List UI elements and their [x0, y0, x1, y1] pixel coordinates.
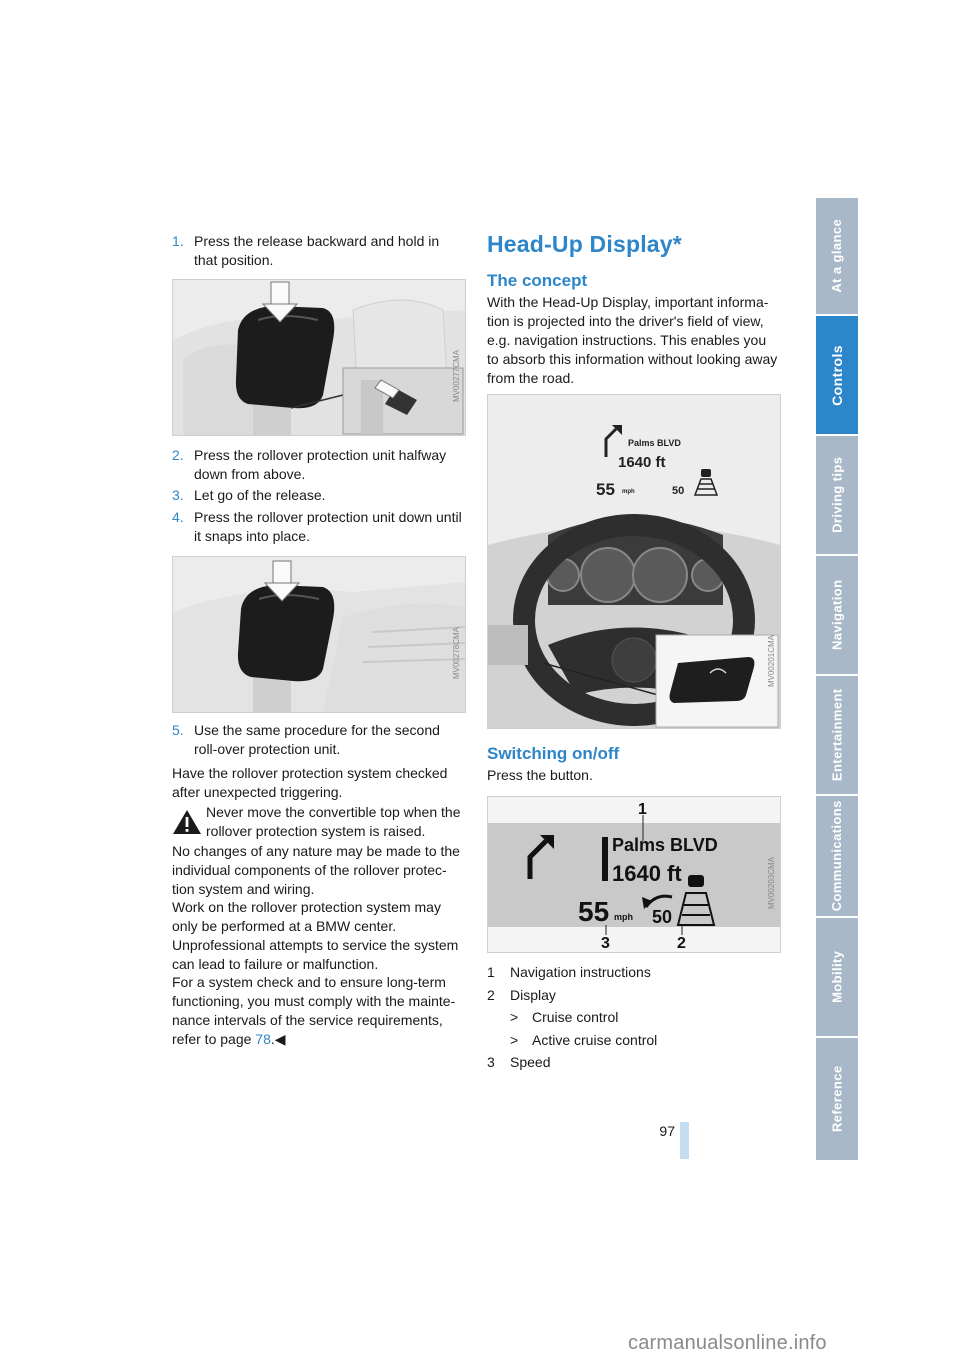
figure-rollover-release: [172, 279, 466, 436]
check-paragraph: Have the rollover protection system checked after unexpected triggering.: [172, 765, 448, 800]
legend-text: Speed: [510, 1054, 551, 1070]
step-number: 5.: [172, 722, 184, 738]
step-4: [172, 508, 466, 546]
tab-driving-tips[interactable]: [816, 436, 858, 554]
chapter-tabs: [816, 198, 858, 1160]
hud-set-speed-small: 50: [672, 485, 685, 497]
tab-label: Mobility: [829, 950, 845, 1004]
rollover-release-illustration: [173, 280, 465, 435]
legend-text: Display: [510, 987, 556, 1003]
hud-distance-small: 1640 ft: [618, 454, 666, 471]
figure-hud-display: [487, 796, 781, 953]
hud-street: Palms BLVD: [612, 835, 718, 855]
tab-label: At a glance: [829, 219, 845, 293]
page-reference-link[interactable]: 78: [255, 1030, 271, 1047]
step-text: Let go of the release.: [194, 487, 326, 503]
warning-body-4-text: For a system check and to ensure long-term functioning, you must comply with the mainte-nance intervals of the service requirements, refer to page: [172, 974, 456, 1047]
figure-rollover-press-down: [172, 556, 466, 713]
legend-item-2: [487, 986, 556, 1005]
hud-unit-small: mph: [622, 489, 635, 495]
step-text: Press the release backward and hold in that position.: [194, 233, 440, 268]
step-1: [172, 232, 466, 270]
legend-number: 1: [487, 964, 495, 980]
warning-body-4: [172, 973, 466, 1049]
tab-label: Navigation: [829, 579, 845, 651]
step-5: [172, 721, 466, 759]
concept-paragraph: With the Head-Up Display, important informa-tion is projected into the driver's field of view, e.g. navigation instructions. This enables you to absorb this information without looking away from the road.: [487, 294, 778, 386]
hud-speed: 55: [578, 896, 610, 927]
hud-speed-small: 55: [596, 480, 615, 499]
hud-set-speed: 50: [652, 907, 673, 927]
tab-label: Driving tips: [829, 456, 845, 534]
tab-label: Communications: [829, 800, 845, 912]
warning-line1: Never move the convertible top when the rollover protection system is raised.: [206, 804, 461, 839]
cruise-control-icon: [693, 467, 719, 497]
tab-label: Entertainment: [829, 688, 845, 782]
rollover-press-illustration: [173, 557, 465, 712]
tab-reference[interactable]: [816, 1038, 858, 1160]
tab-label: Reference: [829, 1065, 845, 1133]
tab-label: Controls: [828, 344, 845, 406]
tab-navigation[interactable]: [816, 556, 858, 674]
display-sub-item: [510, 1031, 657, 1050]
step-number: 3.: [172, 487, 184, 503]
warning-body-2: Work on the rollover protection system may only be performed at a BMW center.: [172, 899, 441, 934]
step-text: Press the rollover protection unit down until it snaps into place.: [194, 509, 462, 544]
step-number: 2.: [172, 447, 184, 463]
sub-text: Cruise control: [532, 1009, 619, 1025]
switch-paragraph: Press the button.: [487, 767, 593, 783]
legend-text: Navigation instructions: [510, 964, 651, 980]
tab-at-a-glance[interactable]: [816, 198, 858, 314]
hud-distance: 1640 ft: [612, 861, 682, 886]
hud-unit: mph: [614, 912, 633, 922]
display-sub-item: [510, 1008, 618, 1027]
callout-3: 3: [601, 935, 610, 952]
figure-hud-cockpit: [487, 394, 781, 729]
legend-item-3: [487, 1053, 550, 1072]
step-text: Press the rollover protection unit halfway down from above.: [194, 447, 447, 482]
figure-code: MV00201CMA: [767, 635, 777, 688]
tab-entertainment[interactable]: [816, 676, 858, 794]
section-title: Head-Up Display*: [487, 231, 682, 257]
page-marker-bar: [680, 1122, 689, 1159]
legend-item-1: [487, 963, 651, 982]
tab-mobility[interactable]: [816, 918, 858, 1036]
tab-controls[interactable]: [816, 316, 858, 434]
sub-bullet: >: [510, 1009, 519, 1025]
step-number: 1.: [172, 233, 184, 249]
sub-bullet: >: [510, 1032, 519, 1048]
page-number: 97: [659, 1123, 675, 1139]
figure-code: MV00277CMA: [452, 350, 462, 403]
step-2: [172, 446, 466, 484]
legend-number: 3: [487, 1054, 495, 1070]
tab-communications[interactable]: [816, 796, 858, 916]
warning-body: No changes of any nature may be made to the individual components of the rollover protec-tion system and wiring.: [172, 843, 460, 897]
step-3: [172, 486, 466, 505]
legend-number: 2: [487, 987, 495, 1003]
callout-1: 1: [638, 801, 647, 818]
concept-heading: The concept: [487, 271, 588, 290]
figure-code: MV00203CMA: [767, 857, 777, 910]
step-text: Use the same procedure for the second roll-over protection unit.: [194, 722, 440, 757]
switch-heading: Switching on/off: [487, 744, 620, 763]
step-number: 4.: [172, 509, 184, 525]
hud-street-small: Palms BLVD: [628, 438, 681, 448]
warning-body-3: Unprofessional attempts to service the system can lead to failure or malfunction.: [172, 937, 459, 972]
end-mark: .◀: [270, 1030, 286, 1047]
footer-watermark: carmanualsonline.info: [628, 1332, 827, 1354]
sub-text: Active cruise control: [532, 1032, 658, 1048]
callout-2: 2: [677, 935, 686, 952]
figure-code: MV00278CMA: [452, 627, 462, 680]
warning-icon: [172, 808, 202, 836]
